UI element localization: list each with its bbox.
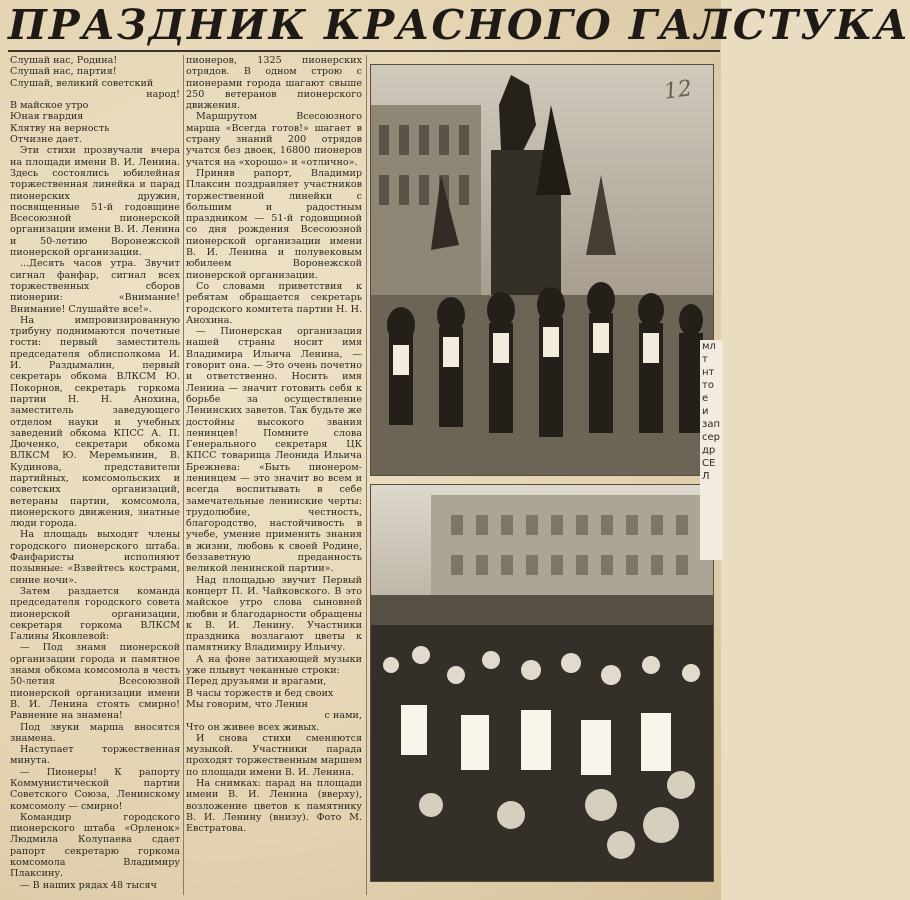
paragraph: И снова стихи сменяются музыкой. Участники парада проходят торжественным маршем по площади имени В. И. Ленина. — [186, 732, 362, 778]
article-column-2 — [186, 55, 362, 897]
paragraph: Перед друзьями и врагами, — [186, 676, 327, 688]
paragraph: Маршрутом Всесоюзного марша «Всегда готов!» шагает в страну знаний 200 отрядов учатся без двоек, 16800 пионеров учатся на «хорошо» и «отлично». — [186, 111, 362, 168]
paragraph: Слушай нас, партия! — [10, 66, 117, 78]
paragraph: Наступает торжественная минута. — [10, 744, 180, 767]
photo-flowers — [370, 484, 714, 882]
paragraph: Слушай нас, Родина! — [10, 55, 118, 66]
paragraph: — В наших рядах 48 тысяч — [20, 879, 157, 891]
paragraph: Командир городского пионерского штаба «Орленок» Людмила Колупаева сдает рапорт секретарю горкома комсомола Владимиру Плаксину. — [10, 811, 180, 880]
paragraph: ...Десять часов утра. Звучит сигнал фанфар, сигнал всех торжественных сборов пионерии: «Внимание! Внимание! Слушайте все!». — [10, 258, 180, 315]
paragraph: Под звуки марша вносятся знамена. — [10, 721, 180, 744]
paragraph: На импровизированную трибуну поднимаются почетные гости: первый заместитель председателя облисполкома И. И. Раздымалин, первый секретарь обкома ВЛКСМ Ю. Покорнов, секретарь горкома партии Н. Н. Анохина, заместитель заведующего отделом науки и учебных заведений обкома КПСС А. П. Дюченко, секретари обкома ВЛКСМ Ю. Меремьянин, В. Кудинова, представители партийных, комсомольских и советских организаций, ветераны партии, комсомола, пионерского движения, знатные люди города. — [10, 314, 180, 530]
paragraph: Над площадью звучит Первый концерт П. И. Чайковского. В это майское утро слова сыновней любви и благодарности обращены к В. И. Ленину. Участники праздника возлагают цветы к памятнику Владимиру Ильичу. — [186, 574, 362, 654]
paragraph: — Пионерская организация нашей страны носит имя Владимира Ильича Ленина, — говорит она. — Это очень почетно и ответственно. Носить имя Ленина — значит готовить себя к борьбе за осуществление Ленинских заветов. Так будьте же достойны высокого звания ленинцев! Помните слова Генерального секретаря ЦК КПСС товарища Леонида Ильича Брежнева: «Быть пионером-ленинцем — это значит во всем и всегда воспитывать в себе замечательные ленинские черты: трудолюбие, честность, благородство, настойчивость в учебе, умение применять знания в жизни, любовь к своей Родине, беззаветную преданность великой ленинской партии». — [186, 326, 362, 575]
paragraph: Мы говорим, что Ленин — [186, 698, 308, 710]
paragraph: А на фоне затихающей музыки уже плывут чеканные строки: — [186, 653, 362, 677]
paragraph: Эти стихи прозвучали вчера на площади имени В. И. Ленина. Здесь состоялись юбилейная торжественная линейка и парад пионерских дружин, посвященные 51-й годовщине Всесоюзной пионерской организации имени В. И. Ленина и 50-летию Воронежской пионерской организации. — [10, 145, 180, 259]
headline: ПРАЗДНИК КРАСНОГО ГАЛСТУКА — [8, 1, 910, 49]
paragraph: В майское утро — [10, 100, 89, 112]
parade-photo-illustration — [371, 65, 713, 475]
paragraph: народ! — [146, 88, 180, 100]
adjacent-article-fragment: мл т нт то е и зап сер др СЕ Л — [700, 340, 723, 560]
paragraph: В часы торжеств и бед своих — [186, 687, 334, 699]
paragraph: Что он живее всех живых. — [186, 721, 320, 733]
paragraph: Клятву на верность — [10, 122, 110, 134]
paragraph: Юная гвардия — [10, 111, 84, 123]
paragraph: На площадь выходят члены городского пионерского штаба. Фанфаристы исполняют позывные: «Взвейтесь кострами, синие ночи». — [10, 529, 180, 586]
paragraph: На снимках: парад на площади имени В. И. Ленина (вверху), возложение цветов к памятнику В. И. Ленину (внизу). Фото М. Евстратова. — [186, 778, 362, 835]
article-column-1 — [10, 55, 180, 897]
paragraph: Затем раздается команда председателя городского совета пионерской организации, секретаря горкома ВЛКСМ Галины Яковлевой: — [10, 585, 180, 643]
flowers-photo-illustration — [371, 485, 713, 881]
column-divider — [183, 55, 184, 895]
paragraph: Слушай, великий советский — [10, 77, 154, 89]
paragraph: Приняв рапорт, Владимир Плаксин поздравляет участников торжественной линейки с большим и радостным праздником — 51-й годовщиной со дня рождения Всесоюзной пионерской организации имени В. И. Ленина и полувековым юбилеем Воронежской пионерской организации. — [186, 167, 362, 281]
paragraph: — Под знамя пионерской организации города и памятное знамя обкома комсомола в честь 50-летия Всесоюзной пионерской организации имени В. И. Ленина стоять смирно! Равнение на знамена! — [10, 642, 180, 722]
paragraph: Отчизне дает. — [10, 134, 82, 146]
handwritten-page-number: 12 — [662, 76, 694, 105]
photo-parade — [370, 64, 714, 476]
headline-rule — [8, 50, 720, 52]
column-divider — [366, 55, 367, 895]
paragraph: с нами, — [324, 710, 362, 722]
paragraph: Со словами приветствия к ребятам обращается секретарь городского комитета партии Н. Н. Анохина. — [186, 280, 362, 326]
paragraph: пионеров, 1325 пионерских отрядов. В одном строю с пионерами города шагают свыше 250 ветеранов пионерского движения. — [186, 55, 362, 112]
paragraph: — Пионеры! К рапорту Коммунистической партии Советского Союза, Ленинскому комсомолу — смирно! — [10, 766, 180, 812]
